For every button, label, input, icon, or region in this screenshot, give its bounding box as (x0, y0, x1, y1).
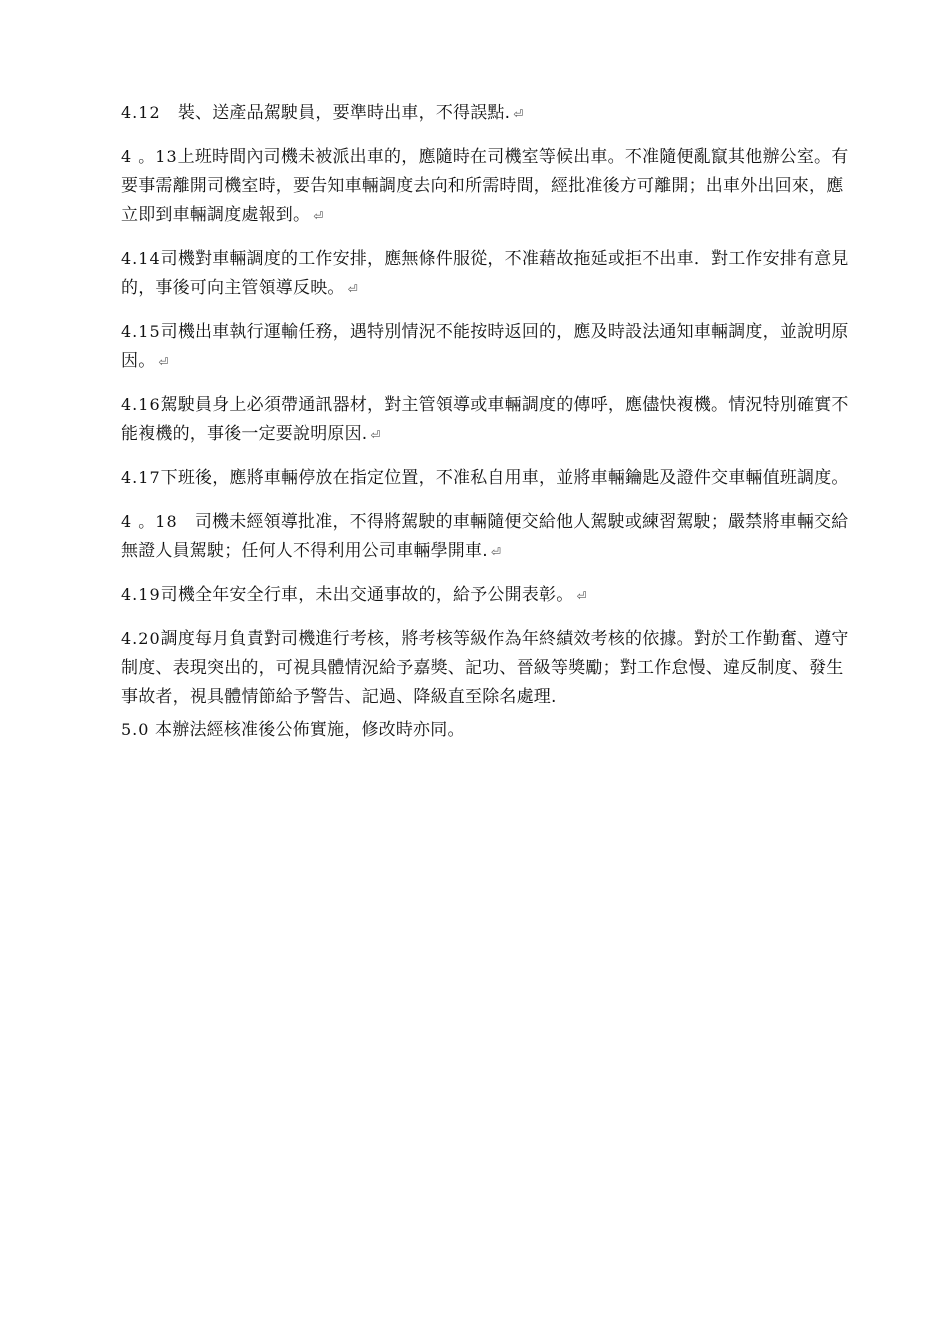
clause-number: 4.20 (121, 629, 161, 648)
clause-text: 駕駛員身上必須帶通訊器材，對主管領導或車輛調度的傳呼，應儘快複機。情況特別確實不能複機的，事後一定要說明原因. (121, 395, 849, 444)
paragraph-4-13 (121, 142, 853, 231)
clause-number: 4.14 (121, 249, 161, 268)
clause-number: 4.19 (121, 585, 161, 604)
clause-number: 4.16 (121, 395, 161, 414)
paragraph-mark-icon: ⏎ (370, 428, 381, 442)
document-page (121, 98, 853, 759)
paragraph-4-16 (121, 390, 853, 450)
clause-text: 上班時間內司機未被派出車的，應隨時在司機室等候出車。不准隨便亂竄其他辦公室。有要事需離開司機室時，要告知車輛調度去向和所需時間，經批准後方可離開；出車外出回來，應立即到車輛調度處報到。 (121, 147, 849, 225)
paragraph-mark-icon: ⏎ (576, 589, 587, 603)
paragraph-4-15 (121, 317, 853, 377)
clause-number: 4.12 (121, 103, 161, 122)
paragraph-4-12 (121, 98, 853, 129)
paragraph-mark-icon: ⏎ (158, 355, 169, 369)
paragraph-mark-icon: ⏎ (513, 107, 524, 121)
clause-text: 司機全年安全行車，未出交通事故的，給予公開表彰。 (160, 585, 574, 605)
paragraph-4-19 (121, 580, 853, 611)
clause-number: 5.0 (121, 720, 150, 739)
clause-text: 調度每月負責對司機進行考核，將考核等級作為年終績效考核的依據。對於工作勤奮、遵守制度、表現突出的，可視具體情況給予嘉獎、記功、晉級等獎勵；對工作怠慢、違反制度、發生事故者，視具體情節給予警告、記過、降級直至除名處理. (121, 629, 849, 707)
clause-text: 下班後，應將車輛停放在指定位置，不准私自用車，並將車輛鑰匙及證件交車輛值班調度。 (160, 468, 849, 488)
paragraph-mark-icon: ⏎ (347, 282, 358, 296)
clause-text: 司機出車執行運輸任務，遇特別情況不能按時返回的，應及時設法通知車輛調度，並說明原因。 (121, 322, 849, 371)
paragraph-mark-icon: ⏎ (313, 209, 324, 223)
paragraph-mark-icon: ⏎ (490, 545, 502, 559)
paragraph-4-14 (121, 244, 853, 304)
clause-number: 4 。18 (121, 512, 178, 531)
clause-text: 裝、送產品駕駛員，要準時出車，不得誤點. (160, 103, 511, 123)
paragraph-4-20 (121, 624, 853, 713)
clause-number: 4 。13 (121, 147, 178, 166)
clause-text: 司機對車輛調度的工作安排，應無條件服從，不准藉故拖延或拒不出車．對工作安排有意見的，事後可向主管領導反映。 (121, 249, 849, 298)
clause-number: 4.17 (121, 468, 161, 487)
paragraph-4-18 (121, 507, 853, 567)
clause-text: 司機未經領導批准，不得將駕駛的車輛隨便交給他人駕駛或練習駕駛；嚴禁將車輛交給無證人員駕駛；任何人不得利用公司車輛學開車. (121, 512, 849, 561)
clause-number: 4.15 (121, 322, 161, 341)
paragraph-4-17 (121, 463, 853, 494)
clause-text: 本辦法經核准後公佈實施，修改時亦同。 (149, 720, 465, 740)
paragraph-5-0 (121, 715, 853, 746)
